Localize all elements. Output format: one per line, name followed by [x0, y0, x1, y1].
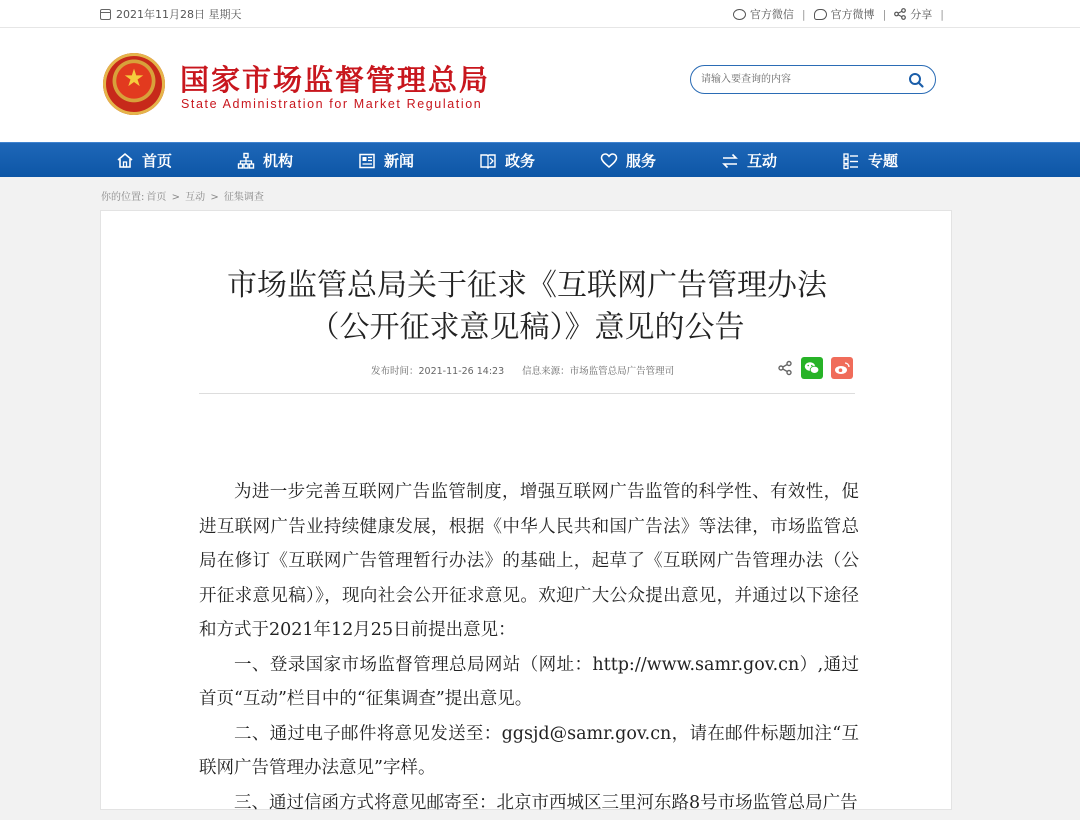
nav-item-news[interactable]: [358, 143, 414, 178]
nav-label: 新闻: [384, 150, 414, 171]
nav-item-topic[interactable]: [842, 143, 898, 178]
org-name[interactable]: 国家市场监督管理总局: [180, 58, 490, 99]
weibo-icon: [834, 361, 850, 375]
gov-icon: [479, 152, 497, 170]
nav-label: 专题: [868, 150, 898, 171]
paragraph: 一、登录国家市场监督管理总局网站（网址：http://www.samr.gov.cn）,通过首页“互动”栏目中的“征集调查”提出意见。: [199, 648, 859, 717]
title-divider: [199, 393, 855, 394]
weibo-icon: [814, 9, 827, 20]
nav-label: 互动: [747, 150, 777, 171]
topic-icon: [842, 152, 860, 170]
share-label: 分享: [910, 6, 932, 22]
social-links: [733, 6, 944, 22]
breadcrumb-survey[interactable]: 征集调查: [224, 192, 264, 203]
search-icon[interactable]: [908, 72, 924, 88]
org-icon: [237, 152, 255, 170]
share-icon: [894, 8, 906, 20]
publish-time: 发布时间：2021-11-26 14:23: [371, 363, 504, 377]
separator: |: [802, 8, 806, 21]
breadcrumb: [101, 188, 266, 203]
nav-item-service[interactable]: [600, 143, 656, 178]
paragraph: 三、通过信函方式将意见邮寄至：北京市西城区三里河东路8号市场监管总局广告: [199, 786, 859, 820]
nav-label: 首页: [142, 150, 172, 171]
article-meta: [371, 363, 674, 377]
weibo-share-button[interactable]: [831, 357, 853, 379]
paragraph: 二、通过电子邮件将意见发送至：ggsjd@samr.gov.cn，请在邮件标题加注“互联网广告管理办法意见”字样。: [199, 717, 859, 786]
nav-item-org[interactable]: [237, 143, 293, 178]
article-share-group: [777, 357, 853, 379]
breadcrumb-interact[interactable]: 互动: [185, 192, 205, 203]
nav-item-home[interactable]: [116, 143, 172, 178]
calendar-icon: [100, 9, 111, 20]
wechat-icon: [733, 9, 746, 20]
date-text: 2021年11月28日 星期天: [116, 6, 242, 22]
exchange-icon: [721, 152, 739, 170]
breadcrumb-sep: >: [172, 192, 180, 203]
heart-icon: [600, 152, 618, 170]
date-display: [100, 6, 242, 22]
nav-label: 服务: [626, 150, 656, 171]
official-wechat-link[interactable]: [733, 6, 794, 22]
official-weibo-label: 官方微博: [831, 6, 875, 22]
site-header: [0, 28, 1080, 142]
share-link[interactable]: [894, 6, 932, 22]
article-card: [100, 210, 952, 810]
wechat-share-button[interactable]: [801, 357, 823, 379]
search-input[interactable]: [701, 71, 901, 88]
nav-label: 政务: [505, 150, 535, 171]
news-icon: [358, 152, 376, 170]
info-source: 信息来源：市场监管总局广告管理司: [522, 363, 674, 377]
nav-label: 机构: [263, 150, 293, 171]
org-name-en: State Administration for Market Regulation: [181, 97, 482, 111]
breadcrumb-sep: >: [210, 192, 218, 203]
wechat-icon: [804, 361, 820, 375]
breadcrumb-prefix: 你的位置:: [101, 192, 144, 203]
article-body: [199, 475, 859, 820]
paragraph: 为进一步完善互联网广告监管制度，增强互联网广告监管的科学性、有效性，促进互联网广告业持续健康发展，根据《中华人民共和国广告法》等法律，市场监管总局在修订《互联网广告管理暂行办法》的基础上，起草了《互联网广告管理办法（公开征求意见稿）》，现向社会公开征求意见。欢迎广大公众提出意见，并通过以下途径和方式于2021年12月25日前提出意见：: [199, 475, 859, 648]
main-nav: [0, 142, 1080, 177]
home-icon: [116, 152, 134, 170]
article-title: 市场监管总局关于征求《互联网广告管理办法（公开征求意见稿）》意见的公告: [199, 265, 855, 349]
nav-item-interact[interactable]: [721, 143, 777, 178]
official-wechat-label: 官方微信: [750, 6, 794, 22]
separator: |: [883, 8, 887, 21]
nav-item-gov[interactable]: [479, 143, 535, 178]
search-box: [690, 65, 936, 94]
top-utility-bar: [0, 0, 1080, 28]
national-emblem-logo[interactable]: [103, 53, 165, 115]
share-icon[interactable]: [777, 360, 793, 376]
separator: |: [940, 8, 944, 21]
official-weibo-link[interactable]: [814, 6, 875, 22]
breadcrumb-home[interactable]: 首页: [146, 192, 166, 203]
